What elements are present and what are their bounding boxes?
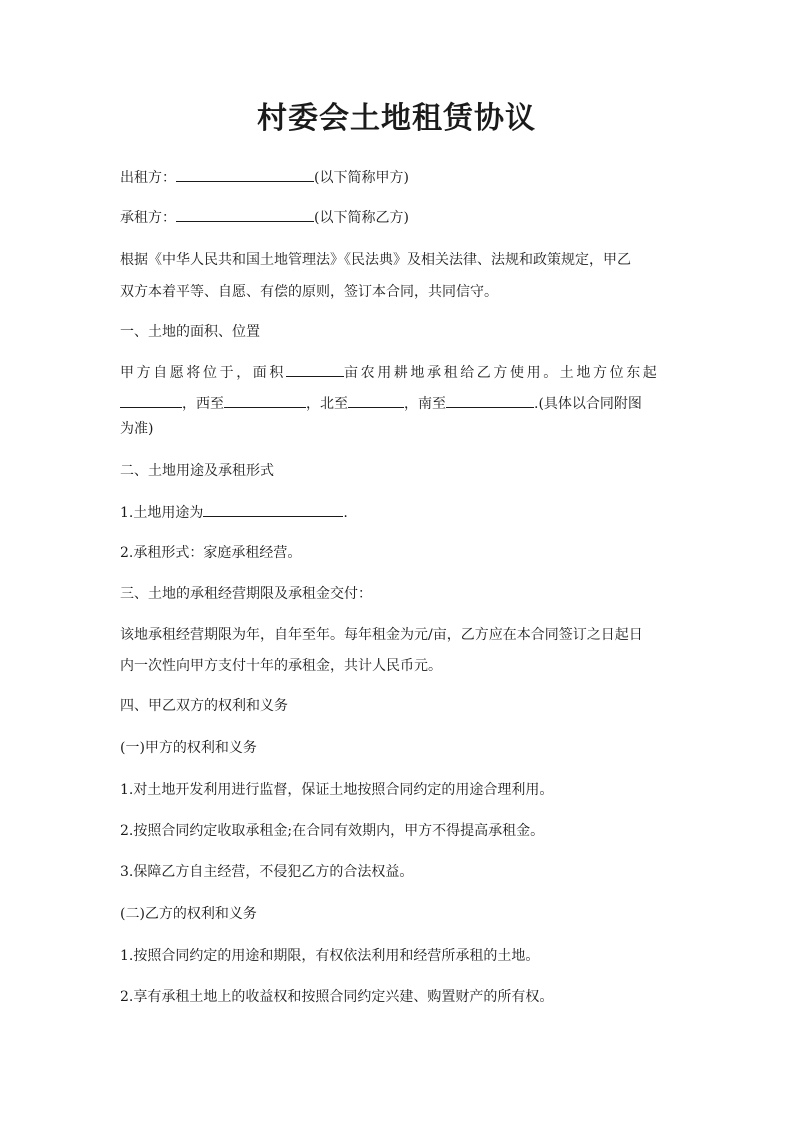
section-4a-heading: (一)甲方的权利和义务 [120, 740, 257, 756]
lessee-suffix: (以下简称乙方) [314, 210, 409, 226]
section-4b-heading: (二)乙方的权利和义务 [120, 906, 257, 922]
south-label: ，南至 [404, 396, 446, 412]
lessor-suffix: (以下简称甲方) [314, 170, 409, 186]
lessee-blank [176, 208, 314, 222]
intro-line-1: 根据《中华人民共和国土地管理法》《民法典》及相关法律、法规和政策规定，甲乙 [120, 252, 631, 268]
land-use-blank [203, 503, 343, 517]
document-title: 村委会土地租赁协议 [257, 101, 536, 136]
lessee-label: 承租方： [120, 210, 176, 226]
section-4b-item-2: 2.享有承租土地上的收益权和按照合同约定兴建、购置财产的所有权。 [120, 989, 554, 1005]
section-4a-item-1: 1.对土地开发利用进行监督，保证土地按照合同约定的用途合理利用。 [120, 782, 554, 798]
east-blank [120, 394, 182, 408]
section-2-heading: 二、土地用途及承租形式 [120, 463, 274, 479]
west-label: ，西至 [182, 396, 224, 412]
north-blank [348, 394, 404, 408]
attachment-note: .(具体以合同附图 [534, 396, 642, 412]
section-1-heading: 一、土地的面积、位置 [120, 324, 260, 340]
lessor-line [120, 168, 675, 188]
section-1-text-b: 亩农用耕地承租给乙方使用。土地方位东起 [344, 365, 660, 381]
section-4-heading: 四、甲乙双方的权利和义务 [120, 698, 288, 714]
section-3-heading: 三、土地的承租经营期限及承租金交付： [120, 586, 372, 602]
intro-line-2: 双方本着平等、自愿、有偿的原则，签订本合同，共同信守。 [120, 284, 498, 300]
section-4a-item-3: 3.保障乙方自主经营，不侵犯乙方的合法权益。 [120, 864, 414, 880]
west-blank [224, 394, 306, 408]
lessor-blank [176, 168, 314, 182]
section-3-line-2: 内一次性向甲方支付十年的承租金，共计人民币元。 [120, 658, 442, 674]
lessee-line [120, 208, 675, 228]
area-blank [286, 363, 344, 377]
section-1-line-1 [120, 363, 675, 383]
land-use-end: . [343, 505, 348, 521]
south-blank [446, 394, 534, 408]
section-4b-item-1: 1.按照合同约定的用途和期限，有权依法利用和经营所承租的土地。 [120, 948, 540, 964]
section-1-line-2 [120, 394, 675, 414]
section-1-line-3: 为准) [120, 421, 154, 437]
north-label: ，北至 [306, 396, 348, 412]
land-use-label: 1.土地用途为 [120, 505, 204, 521]
section-2-item-2: 2.承租形式：家庭承租经营。 [120, 545, 302, 561]
section-3-line-1: 该地承租经营期限为年，自年至年。每年租金为元/亩，乙方应在本合同签订之日起日 [120, 627, 643, 643]
section-4a-item-2: 2.按照合同约定收取承租金;在合同有效期内，甲方不得提高承租金。 [120, 823, 545, 839]
section-1-text-a: 甲方自愿将位于，面积 [120, 365, 286, 381]
lessor-label: 出租方： [120, 170, 176, 186]
section-2-item-1 [120, 503, 675, 523]
